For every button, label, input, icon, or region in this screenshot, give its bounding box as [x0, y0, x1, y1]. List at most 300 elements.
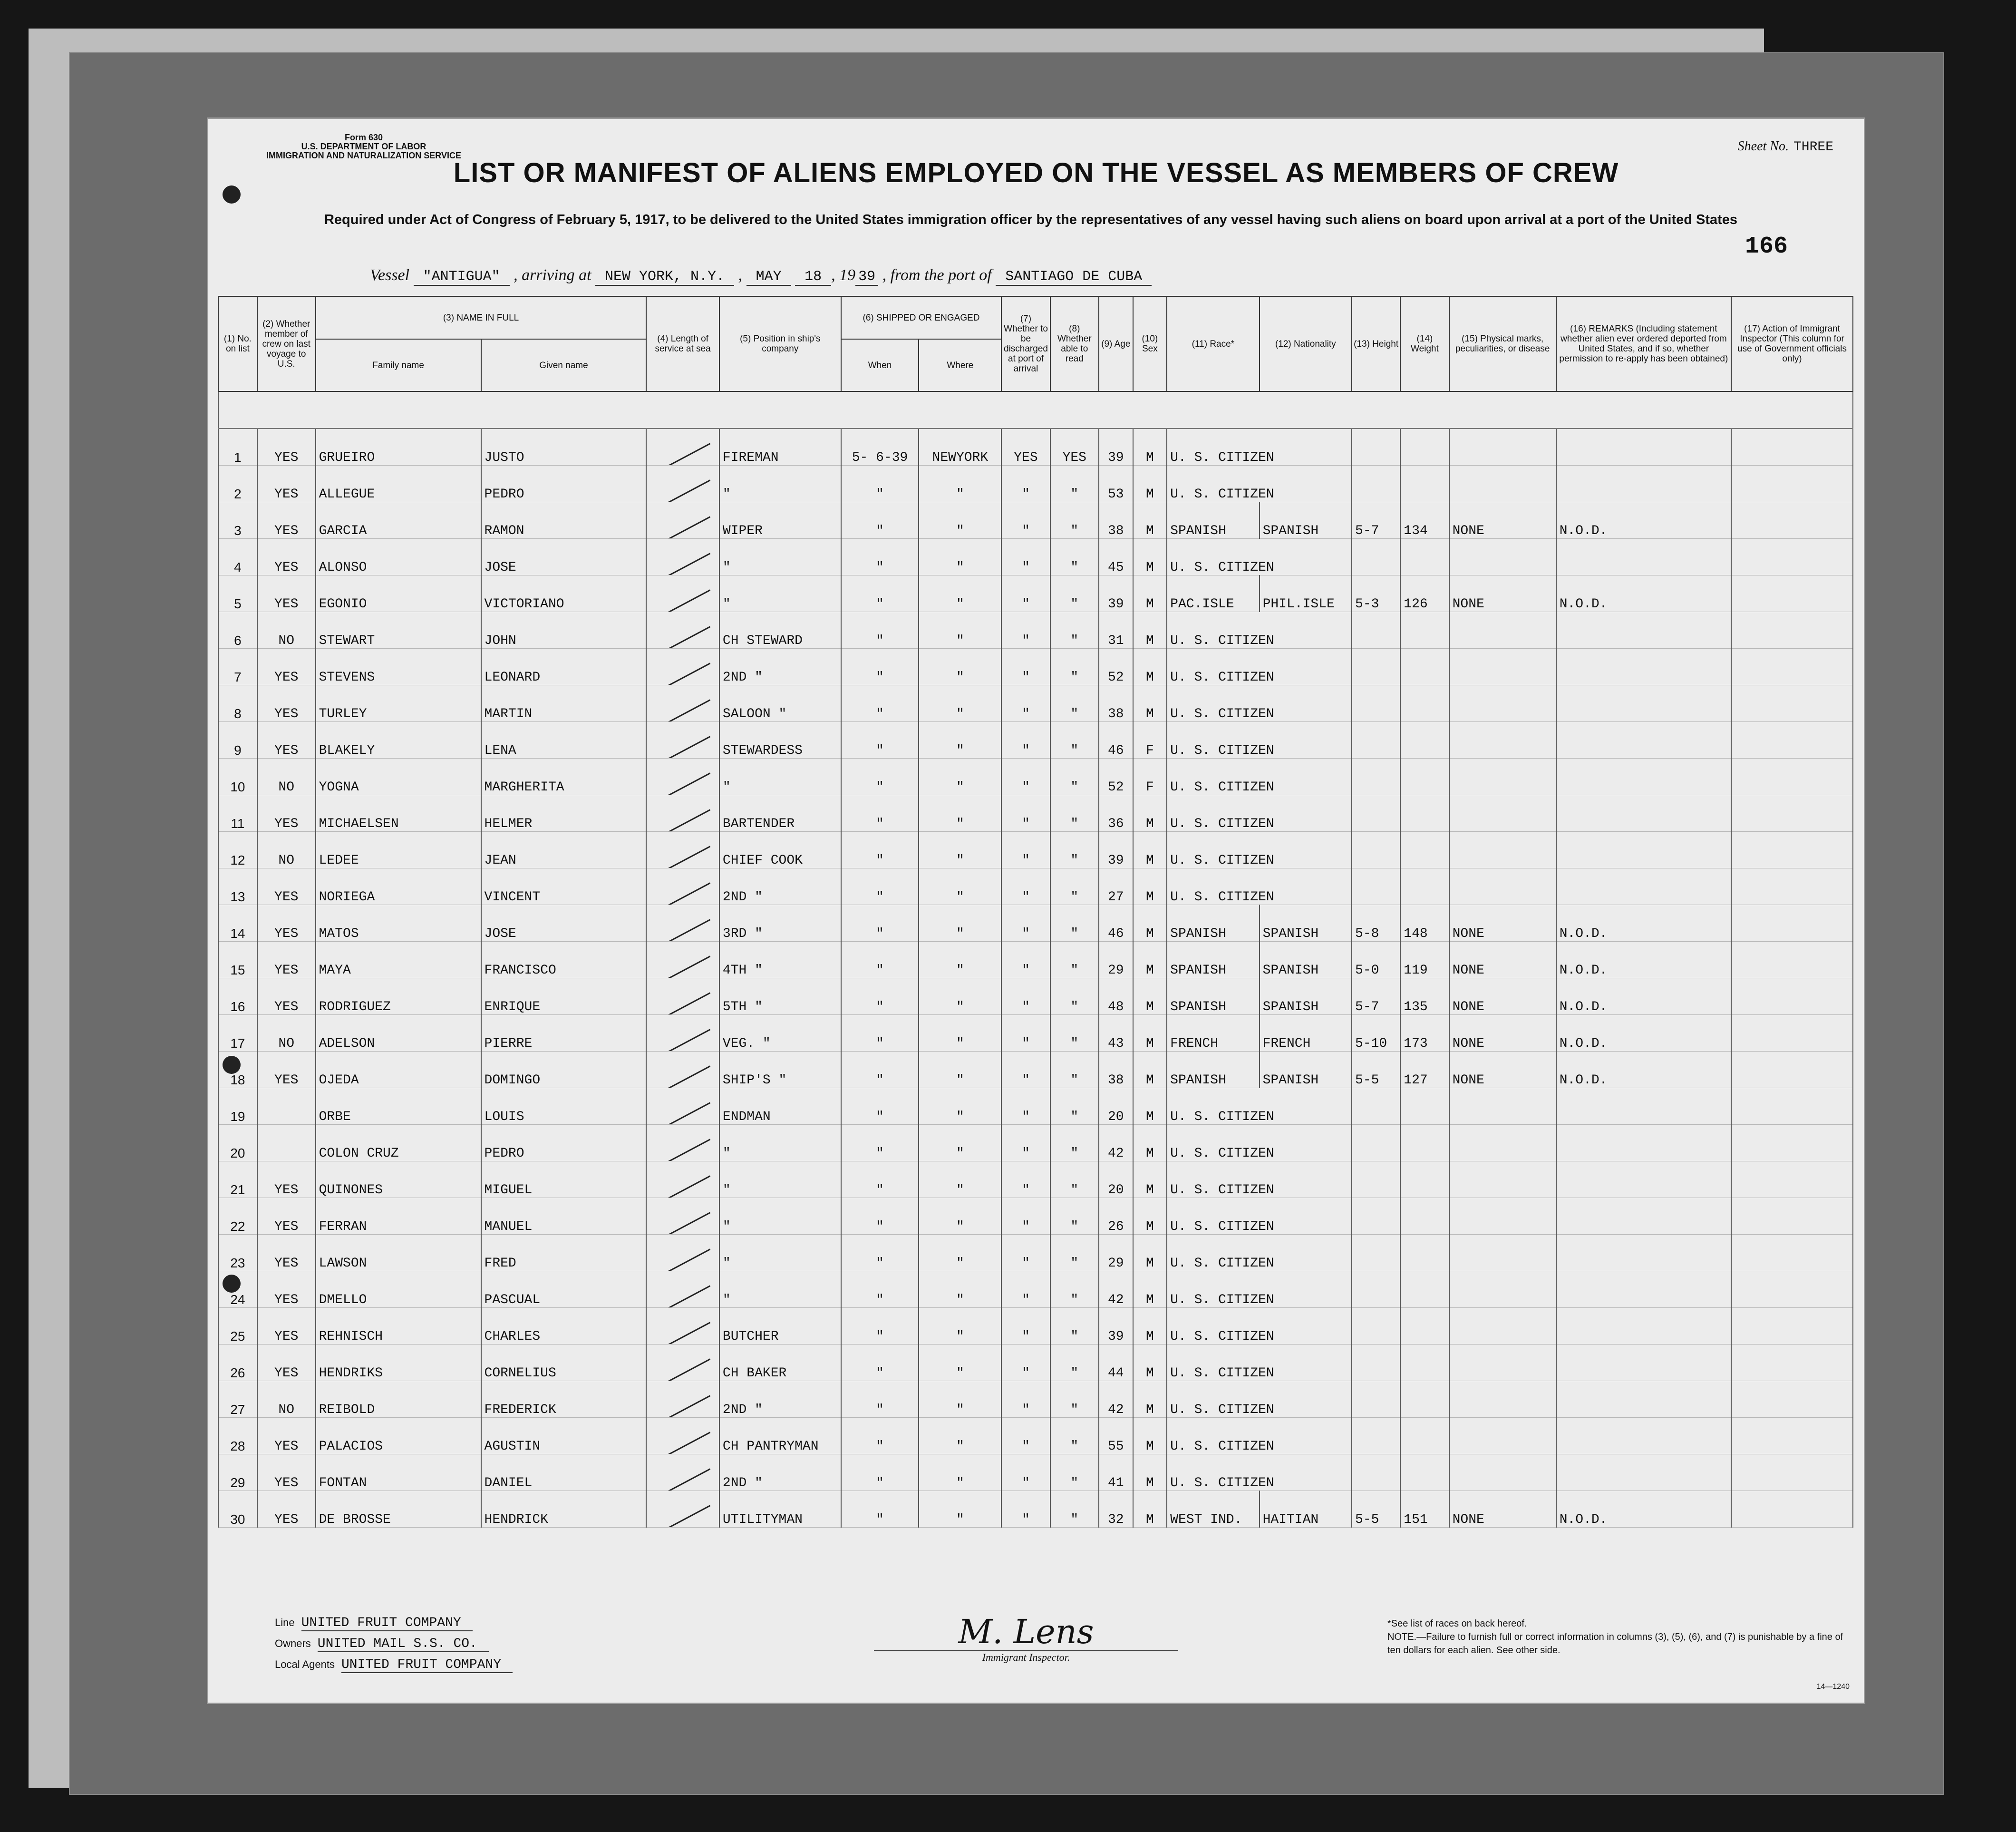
cell-read: " — [1050, 1491, 1099, 1528]
cell-ht — [1352, 795, 1400, 832]
cell-last: YES — [257, 1235, 316, 1271]
cell-rem: N.O.D. — [1556, 1052, 1731, 1088]
cell-action — [1731, 905, 1853, 942]
cell-when: " — [841, 1235, 919, 1271]
table-row — [218, 795, 1853, 832]
cell-when: " — [841, 759, 919, 795]
cell-age: 26 — [1099, 1198, 1133, 1235]
cell-action — [1731, 1491, 1853, 1528]
cell-ht — [1352, 1454, 1400, 1491]
cell-ht — [1352, 649, 1400, 685]
cell-age: 45 — [1099, 539, 1133, 575]
cell-family: STEWART — [316, 612, 481, 649]
cell-when: " — [841, 502, 919, 539]
cell-disch: " — [1001, 905, 1050, 942]
cell-when: " — [841, 795, 919, 832]
table-row — [218, 502, 1853, 539]
cell-given: VICTORIANO — [481, 575, 647, 612]
cell-given: RAMON — [481, 502, 647, 539]
cell-no: 25 — [218, 1308, 257, 1345]
form-number: 14—1240 — [1816, 1683, 1850, 1691]
cell-given: PIERRE — [481, 1015, 647, 1052]
cell-wt — [1400, 1161, 1449, 1198]
cell-rem: N.O.D. — [1556, 575, 1731, 612]
cell-last: YES — [257, 1491, 316, 1528]
cell-when: " — [841, 978, 919, 1015]
cell-race: SPANISH — [1167, 905, 1259, 942]
cell-age: 42 — [1099, 1125, 1133, 1161]
cell-sex: M — [1133, 1271, 1167, 1308]
service-mark — [646, 1454, 719, 1491]
cell-nat: SPANISH — [1260, 978, 1352, 1015]
cell-rem — [1556, 612, 1731, 649]
service-mark — [646, 575, 719, 612]
cell-wt — [1400, 1381, 1449, 1418]
cell-ht: 5-3 — [1352, 575, 1400, 612]
cell-ht: 5-5 — [1352, 1491, 1400, 1528]
cell-sex: M — [1133, 1454, 1167, 1491]
cell-last: YES — [257, 1345, 316, 1381]
cell-where: " — [919, 722, 1001, 759]
cell-wt — [1400, 649, 1449, 685]
cell-action — [1731, 1198, 1853, 1235]
cell-no: 22 — [218, 1198, 257, 1235]
cell-last: YES — [257, 868, 316, 905]
cell-rem: N.O.D. — [1556, 978, 1731, 1015]
cell-race: WEST IND. — [1167, 1491, 1259, 1528]
cell-age: 41 — [1099, 1454, 1133, 1491]
cell-wt: 134 — [1400, 502, 1449, 539]
cell-race: SPANISH — [1167, 942, 1259, 978]
cell-no: 16 — [218, 978, 257, 1015]
col-header-discharged: (7) Whether to be discharged at port of arrival — [1001, 296, 1050, 391]
table-row — [218, 466, 1853, 502]
cell-given: CHARLES — [481, 1308, 647, 1345]
cell-when: " — [841, 832, 919, 868]
cell-family: RODRIGUEZ — [316, 978, 481, 1015]
cell-age: 44 — [1099, 1345, 1133, 1381]
cell-rem — [1556, 539, 1731, 575]
cell-ht — [1352, 429, 1400, 466]
cell-rem — [1556, 868, 1731, 905]
cell-age: 48 — [1099, 978, 1133, 1015]
service-mark — [646, 1491, 719, 1528]
table-row — [218, 1125, 1853, 1161]
cell-last: YES — [257, 795, 316, 832]
footer-notes: *See list of races on back hereof. NOTE.—Failure to furnish full or correct information in columns (3), (5), (6), and (7) is punishable by a fine of ten dollars for each alien. See other side. — [1387, 1618, 1843, 1656]
cell-pos: VEG. " — [719, 1015, 841, 1052]
cell-pos: " — [719, 1161, 841, 1198]
cell-when: " — [841, 1161, 919, 1198]
cell-last: YES — [257, 685, 316, 722]
cell-family: REIBOLD — [316, 1381, 481, 1418]
cell-no: 10 — [218, 759, 257, 795]
cell-ht — [1352, 1125, 1400, 1161]
col-header-marks: (15) Physical marks, peculiarities, or disease — [1449, 296, 1556, 391]
cell-disch: " — [1001, 868, 1050, 905]
cell-marks: NONE — [1449, 942, 1556, 978]
table-row — [218, 1345, 1853, 1381]
cell-no: 20 — [218, 1125, 257, 1161]
cell-wt — [1400, 1125, 1449, 1161]
footer-company-info: Line UNITED FRUIT COMPANY Owners UNITED MAIL S.S. CO. Local Agents UNITED FRUIT COMPANY — [275, 1612, 513, 1675]
cell-wt: 127 — [1400, 1052, 1449, 1088]
cell-rem — [1556, 1088, 1731, 1125]
table-row — [218, 1454, 1853, 1491]
cell-wt — [1400, 868, 1449, 905]
cell-read: " — [1050, 466, 1099, 502]
cell-no: 5 — [218, 575, 257, 612]
cell-race: U. S. CITIZEN — [1167, 429, 1352, 466]
cell-given: HELMER — [481, 795, 647, 832]
cell-pos: " — [719, 1198, 841, 1235]
cell-disch: " — [1001, 832, 1050, 868]
cell-no: 3 — [218, 502, 257, 539]
cell-disch: " — [1001, 942, 1050, 978]
cell-read: " — [1050, 832, 1099, 868]
cell-disch: " — [1001, 1381, 1050, 1418]
service-mark — [646, 1161, 719, 1198]
cell-given: MARGHERITA — [481, 759, 647, 795]
sheet-number: Sheet No. THREE — [1737, 139, 1833, 155]
cell-given: MIGUEL — [481, 1161, 647, 1198]
cell-given: VINCENT — [481, 868, 647, 905]
table-row — [218, 1271, 1853, 1308]
cell-disch: " — [1001, 1491, 1050, 1528]
cell-read: " — [1050, 1052, 1099, 1088]
cell-family: MAYA — [316, 942, 481, 978]
cell-where: " — [919, 978, 1001, 1015]
cell-pos: SHIP'S " — [719, 1052, 841, 1088]
cell-where: " — [919, 1125, 1001, 1161]
cell-wt — [1400, 1418, 1449, 1454]
cell-no: 7 — [218, 649, 257, 685]
cell-age: 39 — [1099, 429, 1133, 466]
agents-value: UNITED FRUIT COMPANY — [341, 1657, 513, 1673]
cell-action — [1731, 685, 1853, 722]
table-row — [218, 1052, 1853, 1088]
cell-wt — [1400, 795, 1449, 832]
cell-age: 46 — [1099, 905, 1133, 942]
cell-sex: M — [1133, 1418, 1167, 1454]
service-mark — [646, 1345, 719, 1381]
cell-marks: NONE — [1449, 978, 1556, 1015]
cell-age: 39 — [1099, 832, 1133, 868]
cell-ht: 5-0 — [1352, 942, 1400, 978]
owners-value: UNITED MAIL S.S. CO. — [318, 1637, 489, 1652]
cell-no: 13 — [218, 868, 257, 905]
cell-read: " — [1050, 1308, 1099, 1345]
cell-race: FRENCH — [1167, 1015, 1259, 1052]
cell-sex: M — [1133, 832, 1167, 868]
table-row — [218, 1235, 1853, 1271]
cell-marks: NONE — [1449, 575, 1556, 612]
cell-where: " — [919, 1418, 1001, 1454]
cell-pos: 2ND " — [719, 1381, 841, 1418]
cell-where: " — [919, 612, 1001, 649]
cell-age: 42 — [1099, 1271, 1133, 1308]
cell-when: " — [841, 612, 919, 649]
cell-wt — [1400, 612, 1449, 649]
stamp-number: 166 — [1745, 233, 1788, 260]
cell-wt: 126 — [1400, 575, 1449, 612]
cell-marks — [1449, 868, 1556, 905]
cell-read: " — [1050, 942, 1099, 978]
cell-last: YES — [257, 649, 316, 685]
col-header-weight: (14) Weight — [1400, 296, 1449, 391]
departure-port: SANTIAGO DE CUBA — [996, 269, 1152, 286]
cell-read: " — [1050, 1454, 1099, 1491]
cell-read: " — [1050, 1161, 1099, 1198]
cell-disch: " — [1001, 1052, 1050, 1088]
cell-age: 55 — [1099, 1418, 1133, 1454]
cell-rem — [1556, 649, 1731, 685]
cell-no: 15 — [218, 942, 257, 978]
cell-last: NO — [257, 1381, 316, 1418]
cell-action — [1731, 795, 1853, 832]
cell-age: 29 — [1099, 942, 1133, 978]
cell-no: 18 — [218, 1052, 257, 1088]
col-header-shipped: (6) SHIPPED OR ENGAGED — [841, 296, 1002, 339]
col-header-action: (17) Action of Immigrant Inspector (This column for use of Government officials only) — [1731, 296, 1853, 391]
table-row — [218, 1418, 1853, 1454]
cell-sex: M — [1133, 1235, 1167, 1271]
service-mark — [646, 942, 719, 978]
cell-read: " — [1050, 868, 1099, 905]
col-header-sex: (10) Sex — [1133, 296, 1167, 391]
cell-action — [1731, 466, 1853, 502]
cell-last: NO — [257, 832, 316, 868]
cell-sex: M — [1133, 1088, 1167, 1125]
cell-where: " — [919, 466, 1001, 502]
cell-age: 42 — [1099, 1381, 1133, 1418]
cell-action — [1731, 1381, 1853, 1418]
table-row — [218, 685, 1853, 722]
cell-sex: M — [1133, 1491, 1167, 1528]
col-header-height: (13) Height — [1352, 296, 1400, 391]
cell-no: 8 — [218, 685, 257, 722]
cell-where: " — [919, 1161, 1001, 1198]
cell-disch: " — [1001, 539, 1050, 575]
cell-marks — [1449, 685, 1556, 722]
cell-last: YES — [257, 466, 316, 502]
cell-ht: 5-10 — [1352, 1015, 1400, 1052]
cell-given: JOHN — [481, 612, 647, 649]
cell-age: 31 — [1099, 612, 1133, 649]
cell-race: PAC.ISLE — [1167, 575, 1259, 612]
cell-last: YES — [257, 905, 316, 942]
cell-where: NEWYORK — [919, 429, 1001, 466]
service-mark — [646, 722, 719, 759]
cell-read: " — [1050, 539, 1099, 575]
cell-disch: " — [1001, 1161, 1050, 1198]
cell-disch: " — [1001, 1345, 1050, 1381]
cell-pos: 5TH " — [719, 978, 841, 1015]
cell-rem — [1556, 795, 1731, 832]
cell-where: " — [919, 575, 1001, 612]
col-header-name: (3) NAME IN FULL — [316, 296, 647, 339]
cell-age: 43 — [1099, 1015, 1133, 1052]
cell-race: U. S. CITIZEN — [1167, 1308, 1352, 1345]
cell-last: YES — [257, 1271, 316, 1308]
cell-family: MATOS — [316, 905, 481, 942]
cell-rem: N.O.D. — [1556, 502, 1731, 539]
cell-age: 52 — [1099, 759, 1133, 795]
cell-rem: N.O.D. — [1556, 1015, 1731, 1052]
cell-action — [1731, 1088, 1853, 1125]
cell-rem: N.O.D. — [1556, 905, 1731, 942]
cell-race: U. S. CITIZEN — [1167, 1418, 1352, 1454]
cell-ht — [1352, 1235, 1400, 1271]
cell-action — [1731, 1235, 1853, 1271]
cell-wt — [1400, 1088, 1449, 1125]
cell-family: ALLEGUE — [316, 466, 481, 502]
cell-marks — [1449, 795, 1556, 832]
table-row — [218, 1088, 1853, 1125]
cell-wt — [1400, 1308, 1449, 1345]
cell-rem — [1556, 685, 1731, 722]
cell-given: LEONARD — [481, 649, 647, 685]
cell-wt — [1400, 1235, 1449, 1271]
cell-marks — [1449, 612, 1556, 649]
cell-race: U. S. CITIZEN — [1167, 466, 1352, 502]
cell-age: 38 — [1099, 502, 1133, 539]
cell-given: JOSE — [481, 539, 647, 575]
col-header-family-name: Family name — [316, 339, 481, 391]
cell-ht — [1352, 466, 1400, 502]
cell-given: HENDRICK — [481, 1491, 647, 1528]
page-subtitle: Required under Act of Congress of February 5, 1917, to be delivered to the United States immigration officer by the representatives of any vessel having such aliens on board upon arrival at a port of the United States — [324, 212, 1738, 227]
service-mark — [646, 1015, 719, 1052]
cell-given: FRED — [481, 1235, 647, 1271]
cell-rem — [1556, 1271, 1731, 1308]
table-row — [218, 1015, 1853, 1052]
service-mark — [646, 795, 719, 832]
cell-sex: M — [1133, 905, 1167, 942]
cell-no: 17 — [218, 1015, 257, 1052]
cell-when: " — [841, 1345, 919, 1381]
cell-last — [257, 1125, 316, 1161]
cell-disch: " — [1001, 1418, 1050, 1454]
cell-pos: CH STEWARD — [719, 612, 841, 649]
cell-sex: M — [1133, 539, 1167, 575]
cell-wt — [1400, 722, 1449, 759]
cell-where: " — [919, 1454, 1001, 1491]
cell-pos: CH PANTRYMAN — [719, 1418, 841, 1454]
cell-pos: 2ND " — [719, 1454, 841, 1491]
cell-pos: CH BAKER — [719, 1345, 841, 1381]
cell-rem — [1556, 1161, 1731, 1198]
service-mark — [646, 1271, 719, 1308]
cell-disch: " — [1001, 795, 1050, 832]
service-mark — [646, 978, 719, 1015]
cell-race: U. S. CITIZEN — [1167, 722, 1352, 759]
table-row — [218, 612, 1853, 649]
cell-action — [1731, 1125, 1853, 1161]
cell-ht — [1352, 1345, 1400, 1381]
cell-disch: " — [1001, 1235, 1050, 1271]
cell-no: 23 — [218, 1235, 257, 1271]
col-header-read: (8) Whether able to read — [1050, 296, 1099, 391]
cell-race: U. S. CITIZEN — [1167, 1345, 1352, 1381]
cell-race: SPANISH — [1167, 502, 1259, 539]
cell-family: STEVENS — [316, 649, 481, 685]
cell-ht — [1352, 1308, 1400, 1345]
cell-when: " — [841, 575, 919, 612]
cell-age: 38 — [1099, 1052, 1133, 1088]
cell-last: YES — [257, 539, 316, 575]
service-mark — [646, 832, 719, 868]
cell-where: " — [919, 795, 1001, 832]
cell-rem — [1556, 1454, 1731, 1491]
cell-where: " — [919, 1271, 1001, 1308]
cell-action — [1731, 1345, 1853, 1381]
cell-given: MARTIN — [481, 685, 647, 722]
cell-action — [1731, 759, 1853, 795]
cell-when: " — [841, 1454, 919, 1491]
cell-no: 12 — [218, 832, 257, 868]
cell-marks: NONE — [1449, 1052, 1556, 1088]
cell-wt — [1400, 1198, 1449, 1235]
cell-sex: M — [1133, 429, 1167, 466]
cell-pos: BUTCHER — [719, 1308, 841, 1345]
cell-disch: " — [1001, 649, 1050, 685]
cell-race: U. S. CITIZEN — [1167, 649, 1352, 685]
cell-pos: " — [719, 466, 841, 502]
cell-sex: M — [1133, 1125, 1167, 1161]
cell-wt — [1400, 429, 1449, 466]
cell-no: 26 — [218, 1345, 257, 1381]
cell-rem — [1556, 1308, 1731, 1345]
cell-given: CORNELIUS — [481, 1345, 647, 1381]
service-mark — [646, 649, 719, 685]
cell-no: 29 — [218, 1454, 257, 1491]
cell-disch: " — [1001, 685, 1050, 722]
cell-disch: " — [1001, 1198, 1050, 1235]
cell-pos: 2ND " — [719, 649, 841, 685]
table-row — [218, 1198, 1853, 1235]
cell-read: " — [1050, 502, 1099, 539]
cell-action — [1731, 722, 1853, 759]
cell-where: " — [919, 649, 1001, 685]
cell-race: U. S. CITIZEN — [1167, 612, 1352, 649]
cell-sex: M — [1133, 1015, 1167, 1052]
cell-pos: " — [719, 1125, 841, 1161]
cell-read: " — [1050, 795, 1099, 832]
cell-rem — [1556, 1235, 1731, 1271]
cell-marks: NONE — [1449, 1491, 1556, 1528]
cell-nat: SPANISH — [1260, 905, 1352, 942]
cell-marks — [1449, 759, 1556, 795]
cell-given: PEDRO — [481, 466, 647, 502]
cell-wt: 148 — [1400, 905, 1449, 942]
cell-no: 28 — [218, 1418, 257, 1454]
service-mark — [646, 466, 719, 502]
cell-disch: " — [1001, 612, 1050, 649]
cell-wt: 119 — [1400, 942, 1449, 978]
cell-action — [1731, 978, 1853, 1015]
cell-last: YES — [257, 1052, 316, 1088]
arrival-year: 39 — [855, 269, 878, 286]
cell-wt — [1400, 685, 1449, 722]
cell-family: FONTAN — [316, 1454, 481, 1491]
cell-action — [1731, 832, 1853, 868]
cell-action — [1731, 1052, 1853, 1088]
cell-read: " — [1050, 759, 1099, 795]
cell-pos: " — [719, 539, 841, 575]
cell-no: 4 — [218, 539, 257, 575]
vessel-line: Vessel "ANTIGUA" , arriving at NEW YORK, N.Y. , MAY 18 , 19 39 , from the port of SANTIAGO DE CUBA — [370, 266, 1152, 285]
